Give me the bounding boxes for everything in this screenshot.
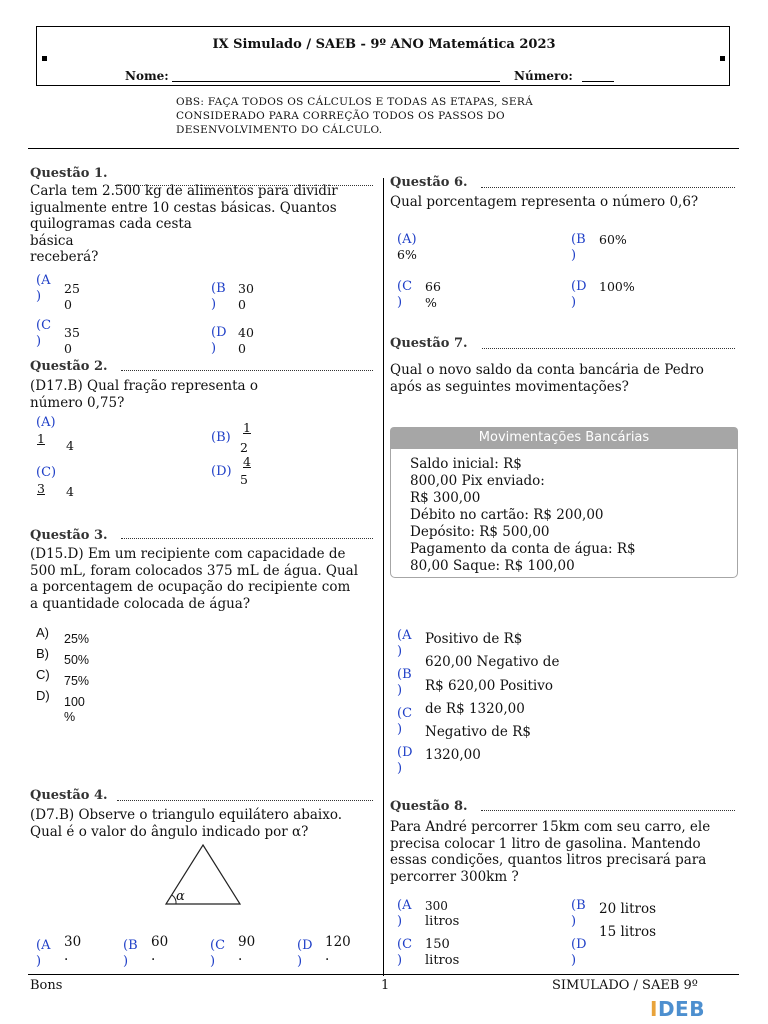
nome-label: Nome: (125, 69, 169, 83)
numero-label: Número: (514, 69, 573, 83)
footer-divider (28, 974, 739, 975)
q2-option-c-letter[interactable]: (C) (36, 465, 57, 480)
q4-statement: (D7.B) Observe o triangulo equilátero abaixo. Qual é o valor do ângulo indicado por α? (30, 807, 343, 840)
q6-title: Questão 6. (390, 175, 468, 190)
q2-title: Questão 2. (30, 359, 108, 374)
q8-dots (481, 810, 735, 811)
q4-option-b-letter[interactable]: (B ) (123, 938, 138, 969)
q7-option-b-letter[interactable]: (B ) (397, 667, 412, 698)
q6-option-d-value: 100% (599, 279, 635, 294)
movements-list: Saldo inicial: R$ 800,00 Pix enviado: R$ 300,00 Débito no cartão: R$ 200,00 Depósito: R$ 500,00 Pagamento da conta de água: R$ 80,00 Saque: R$ 100,00 (410, 456, 636, 574)
q4-title: Questão 4. (30, 788, 108, 803)
q1-option-a-value: 25 0 (64, 281, 80, 312)
q4-option-a-letter[interactable]: (A ) (36, 938, 51, 969)
q2-option-c-numerator: 3 (37, 481, 45, 496)
q2-option-b-denominator: 2 (240, 440, 248, 455)
q3-dots (121, 538, 373, 539)
q2-option-d-denominator: 5 (240, 472, 248, 487)
q3-option-letters[interactable]: A) B) C) D) (36, 625, 50, 703)
q6-statement: Qual porcentagem representa o número 0,6? (390, 194, 699, 210)
movements-box-title: Movimentações Bancárias (390, 427, 738, 448)
q1-option-a-letter[interactable]: (A ) (36, 273, 51, 304)
footer-left-text: Bons (30, 978, 63, 993)
q8-title: Questão 8. (390, 799, 468, 814)
q6-option-c-value: 66 % (425, 279, 441, 310)
header-divider (28, 148, 739, 149)
triangle-figure (160, 842, 246, 908)
q1-option-d-value: 40 0 (238, 325, 254, 356)
q2-statement: (D17.B) Qual fração representa o número 0,75? (30, 378, 259, 411)
q2-option-b-numerator: 1 (243, 420, 251, 435)
ideb-logo (650, 997, 705, 1021)
column-divider (383, 178, 384, 976)
q4-dots (117, 800, 373, 801)
q6-option-b-value: 60% (599, 232, 627, 247)
q4-option-d-value: 120 . (325, 934, 351, 964)
q2-option-a-numerator: 1 (37, 431, 45, 446)
q2-option-a-letter[interactable]: (A) (36, 415, 56, 430)
q8-option-c-value: 150 litros (425, 937, 460, 968)
q8-option-d-letter[interactable]: (D ) (571, 937, 587, 968)
q1-option-c-letter[interactable]: (C ) (36, 318, 52, 349)
q1-option-b-value: 30 0 (238, 281, 254, 312)
corner-mark-left (42, 56, 47, 61)
q4-option-b-value: 60 . (151, 934, 169, 964)
nome-field[interactable] (172, 81, 500, 82)
q2-option-d-letter[interactable]: (D) (211, 464, 232, 479)
q4-option-c-value: 90 . (238, 934, 256, 964)
q7-dots (482, 348, 735, 349)
q1-option-c-value: 35 0 (64, 325, 80, 356)
q6-option-a-value: 6% (397, 247, 417, 262)
q3-title: Questão 3. (30, 528, 108, 543)
footer-right-text: SIMULADO / SAEB 9º (552, 978, 698, 993)
page-number: 1 (381, 978, 390, 993)
q7-option-values: Positivo de R$ 620,00 Negativo de R$ 620,00 Positivo de R$ 1320,00 Negativo de R$ 1320,00 (425, 631, 560, 764)
q7-title: Questão 7. (390, 336, 468, 351)
q1-title: Questão 1. (30, 166, 108, 181)
q6-dots (481, 187, 735, 188)
q3-option-values: 25% 50% 75% 100 % (64, 632, 90, 724)
q8-option-a-letter[interactable]: (A ) (397, 898, 412, 929)
q7-option-c-letter[interactable]: (C ) (397, 706, 413, 737)
ideb-logo-rest: DEB (657, 997, 705, 1021)
q6-option-a-letter[interactable]: (A) (397, 232, 417, 247)
q2-dots (121, 370, 373, 371)
q7-statement: Qual o novo saldo da conta bancária de Pedro após as seguintes movimentações? (390, 362, 704, 395)
numero-field[interactable] (582, 81, 614, 82)
q2-option-d-numerator: 4 (243, 454, 251, 469)
q4-option-a-value: 30 . (64, 934, 82, 964)
q1-statement: Carla tem 2.500 kg de alimentos para dividir igualmente entre 10 cestas básicas. Quantos quilogramas cada cesta básica receberá? (30, 183, 338, 265)
q4-option-c-letter[interactable]: (C ) (210, 938, 226, 969)
angle-alpha-label: α (176, 889, 185, 904)
q2-option-a-denominator: 4 (66, 438, 74, 453)
ideb-logo-i: I (650, 997, 658, 1021)
q1-option-d-letter[interactable]: (D ) (211, 325, 227, 356)
q6-option-b-letter[interactable]: (B ) (571, 232, 586, 263)
q8-option-c-letter[interactable]: (C ) (397, 937, 413, 968)
exam-title: IX Simulado / SAEB - 9º ANO Matemática 2023 (212, 37, 556, 52)
q8-statement: Para André percorrer 15km com seu carro, ele precisa colocar 1 litro de gasolina. Mantendo essas condições, quantos litros precisará para percorrer 300km ? (390, 819, 711, 885)
q8-option-b-letter[interactable]: (B ) (571, 898, 586, 929)
q2-option-b-letter[interactable]: (B) (211, 430, 231, 445)
q8-option-b-value: 20 litros 15 litros (599, 901, 657, 940)
q2-option-c-denominator: 4 (66, 484, 74, 499)
q7-option-a-letter[interactable]: (A ) (397, 628, 412, 659)
q6-option-c-letter[interactable]: (C ) (397, 279, 413, 310)
q7-option-d-letter[interactable]: (D ) (397, 745, 413, 776)
q6-option-d-letter[interactable]: (D ) (571, 279, 587, 310)
corner-mark-right (720, 56, 725, 61)
q8-option-a-value: 300 litros (425, 899, 460, 929)
obs-note: OBS: FAÇA TODOS OS CÁLCULOS E TODAS AS ETAPAS, SERÁ CONSIDERADO PARA CORREÇÃO TODOS OS PASSOS DO DESENVOLVIMENTO DO CÁLCULO. (176, 96, 533, 136)
q1-option-b-letter[interactable]: (B ) (211, 281, 226, 312)
q3-statement: (D15.D) Em um recipiente com capacidade de 500 mL, foram colocados 375 mL de água. Qual a porcentagem de ocupação do recipiente com a quantidade colocada de água? (30, 546, 359, 612)
q4-option-d-letter[interactable]: (D ) (297, 938, 313, 969)
